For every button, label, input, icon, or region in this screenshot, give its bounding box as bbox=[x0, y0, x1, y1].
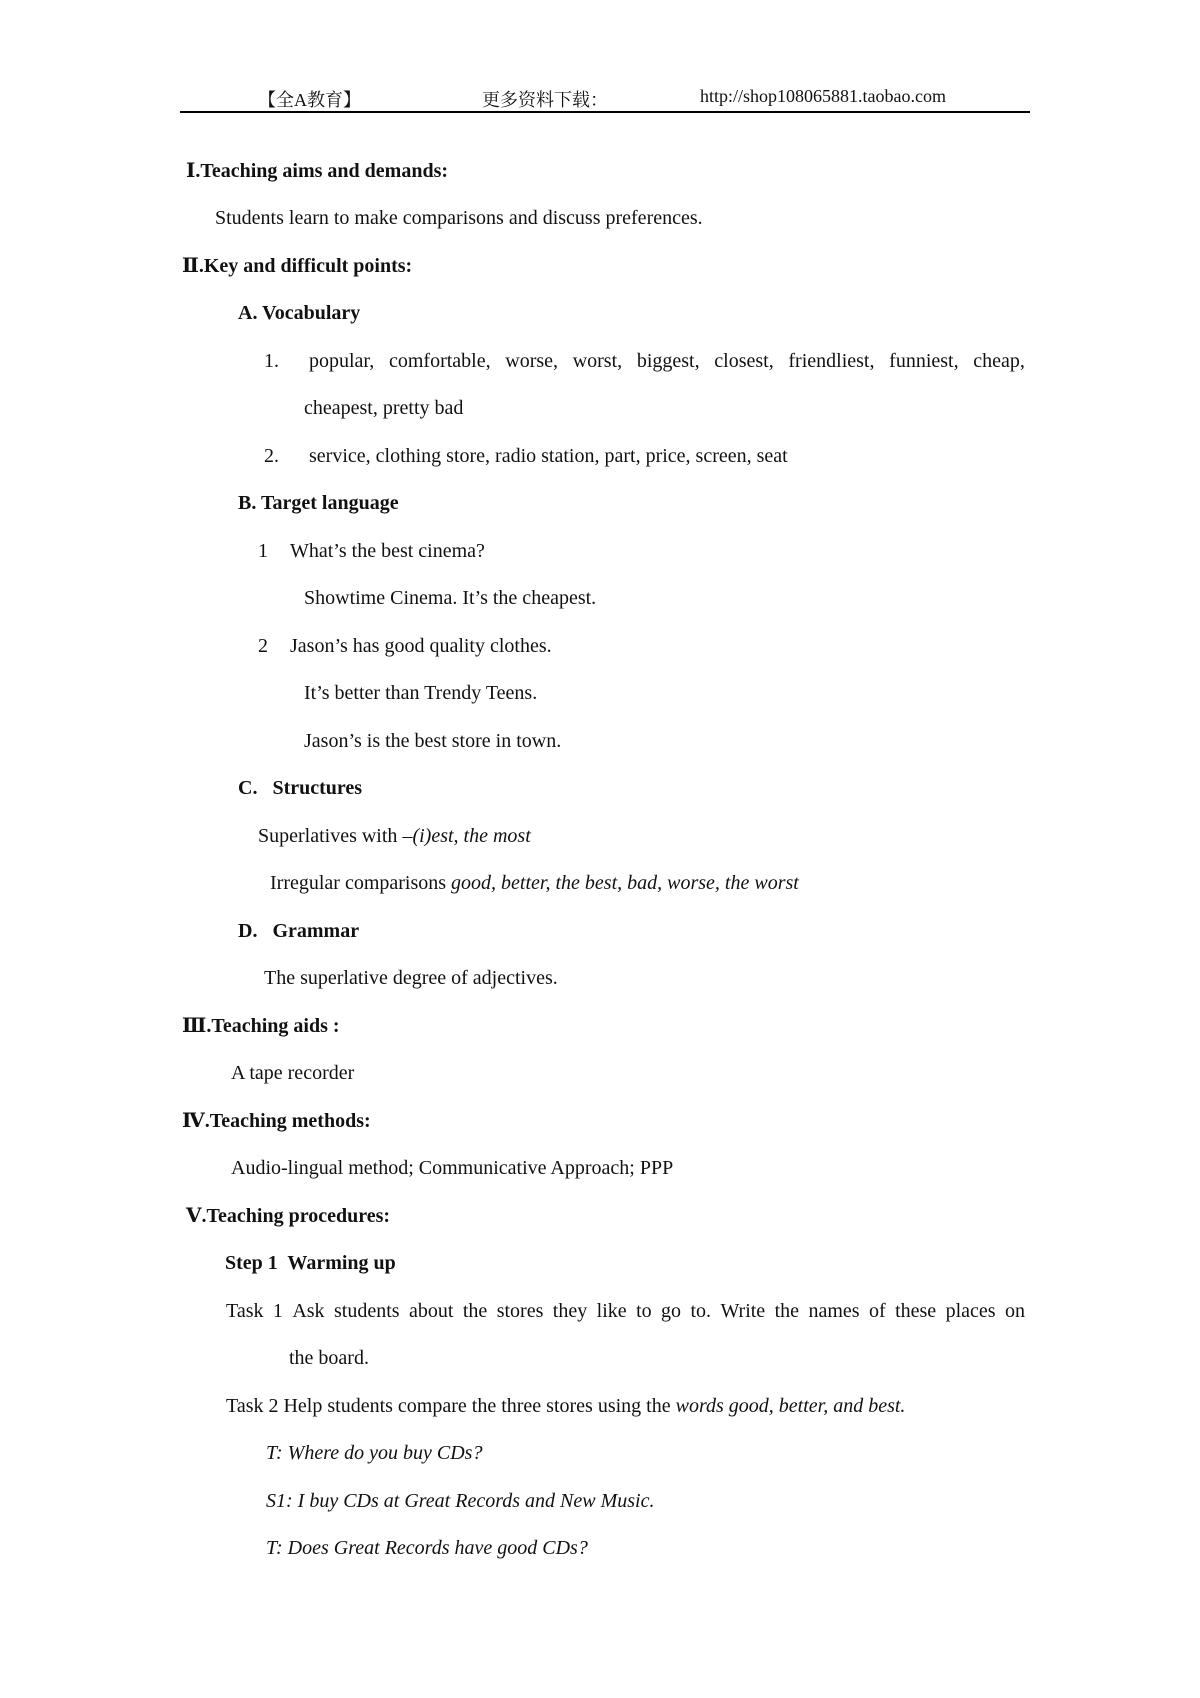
vocab1-word: cheap, bbox=[973, 350, 1025, 372]
task1-word: like bbox=[596, 1300, 627, 1322]
task1-word: they bbox=[552, 1300, 588, 1322]
vocab1-word: worst, bbox=[572, 350, 623, 372]
section1-text: Students learn to make comparisons and discuss preferences. bbox=[215, 207, 703, 229]
section2-heading: Ⅱ.Key and difficult points: bbox=[182, 255, 413, 277]
vocab1-word: friendliest, bbox=[788, 350, 875, 372]
section4-text: Audio-lingual method; Communicative Approach; PPP bbox=[231, 1157, 674, 1179]
structures-line2 bbox=[270, 870, 799, 896]
section3-heading: Ⅲ.Teaching aids : bbox=[182, 1015, 340, 1037]
vocab1-number: 1. bbox=[264, 350, 279, 372]
structures-line2-plain: Irregular comparisons bbox=[270, 872, 452, 894]
vocab1-word: comfortable, bbox=[388, 350, 491, 372]
task1-words bbox=[226, 1298, 1025, 1324]
task1-word: of bbox=[868, 1300, 886, 1322]
task1-word: students bbox=[333, 1300, 400, 1322]
dialog-line-3: T: Does Great Records have good CDs? bbox=[266, 1537, 588, 1559]
task1-word: Write bbox=[720, 1300, 766, 1322]
vocab1-word: funniest, bbox=[889, 350, 959, 372]
header-url: http://shop108065881.taobao.com bbox=[700, 86, 946, 106]
grammar-text: The superlative degree of adjectives. bbox=[264, 967, 558, 989]
structures-line2-italic: good, better, the best, bad, worse, the worst bbox=[451, 872, 799, 894]
task2-plain: Task 2 Help students compare the three stores using the bbox=[226, 1395, 676, 1417]
task2-italic: words good, better, and best. bbox=[675, 1395, 906, 1417]
header-rule bbox=[180, 111, 1030, 113]
target1-number: 1 bbox=[258, 540, 268, 562]
task1-word: Task bbox=[226, 1300, 264, 1322]
target1-question: What’s the best cinema? bbox=[290, 540, 485, 562]
task1-word: 1 bbox=[272, 1300, 283, 1322]
task1-word: places bbox=[945, 1300, 996, 1322]
task1-word: Ask bbox=[292, 1300, 325, 1322]
structures-heading: C. Structures bbox=[238, 777, 363, 799]
section4-heading: Ⅳ.Teaching methods: bbox=[182, 1110, 371, 1132]
section3-text: A tape recorder bbox=[231, 1062, 355, 1084]
vocab2-number: 2. bbox=[264, 445, 279, 467]
vocab2-text: service, clothing store, radio station, part, price, screen, seat bbox=[309, 445, 788, 467]
target2-line-b: It’s better than Trendy Teens. bbox=[304, 682, 538, 704]
target2-number: 2 bbox=[258, 635, 268, 657]
task1-word: the bbox=[774, 1300, 800, 1322]
task2-line bbox=[226, 1393, 905, 1419]
vocab1-word: worse, bbox=[505, 350, 559, 372]
task1-word: stores bbox=[496, 1300, 544, 1322]
task1-word: to bbox=[636, 1300, 652, 1322]
vocab1-word: popular, bbox=[309, 350, 375, 372]
target1-answer: Showtime Cinema. It’s the cheapest. bbox=[304, 587, 597, 609]
vocab1-continuation: cheapest, pretty bad bbox=[304, 397, 464, 419]
task1-continuation: the board. bbox=[289, 1347, 369, 1369]
structures-line1-italic: –(i)est, the most bbox=[402, 825, 531, 847]
header-brand: 【全A教育】 bbox=[258, 90, 361, 110]
task1-word: the bbox=[462, 1300, 488, 1322]
vocab-heading: A. Vocabulary bbox=[238, 302, 361, 324]
task1-word: to. bbox=[690, 1300, 712, 1322]
vocab1-word: biggest, bbox=[636, 350, 700, 372]
grammar-heading: D. Grammar bbox=[238, 920, 360, 942]
task1-word: go bbox=[661, 1300, 682, 1322]
task1-word: about bbox=[408, 1300, 454, 1322]
target2-line-a: Jason’s has good quality clothes. bbox=[290, 635, 552, 657]
task1-word: on bbox=[1005, 1300, 1025, 1322]
dialog-line-2: S1: I buy CDs at Great Records and New Music. bbox=[266, 1490, 655, 1512]
task1-word: names bbox=[808, 1300, 860, 1322]
structures-line1 bbox=[258, 823, 531, 849]
header-download-label: 更多资料下载： bbox=[482, 90, 608, 110]
vocab1-word: closest, bbox=[714, 350, 774, 372]
structures-line1-plain: Superlatives with bbox=[258, 825, 403, 847]
target2-line-c: Jason’s is the best store in town. bbox=[304, 730, 562, 752]
task1-word: these bbox=[895, 1300, 937, 1322]
section1-heading: Ⅰ.Teaching aims and demands: bbox=[186, 160, 449, 182]
vocab1-words bbox=[309, 348, 1025, 374]
section5-heading: Ⅴ.Teaching procedures: bbox=[186, 1205, 391, 1227]
dialog-line-1: T: Where do you buy CDs? bbox=[266, 1442, 483, 1464]
target-heading: B. Target language bbox=[238, 492, 399, 514]
step1-heading: Step 1 Warming up bbox=[225, 1252, 396, 1274]
